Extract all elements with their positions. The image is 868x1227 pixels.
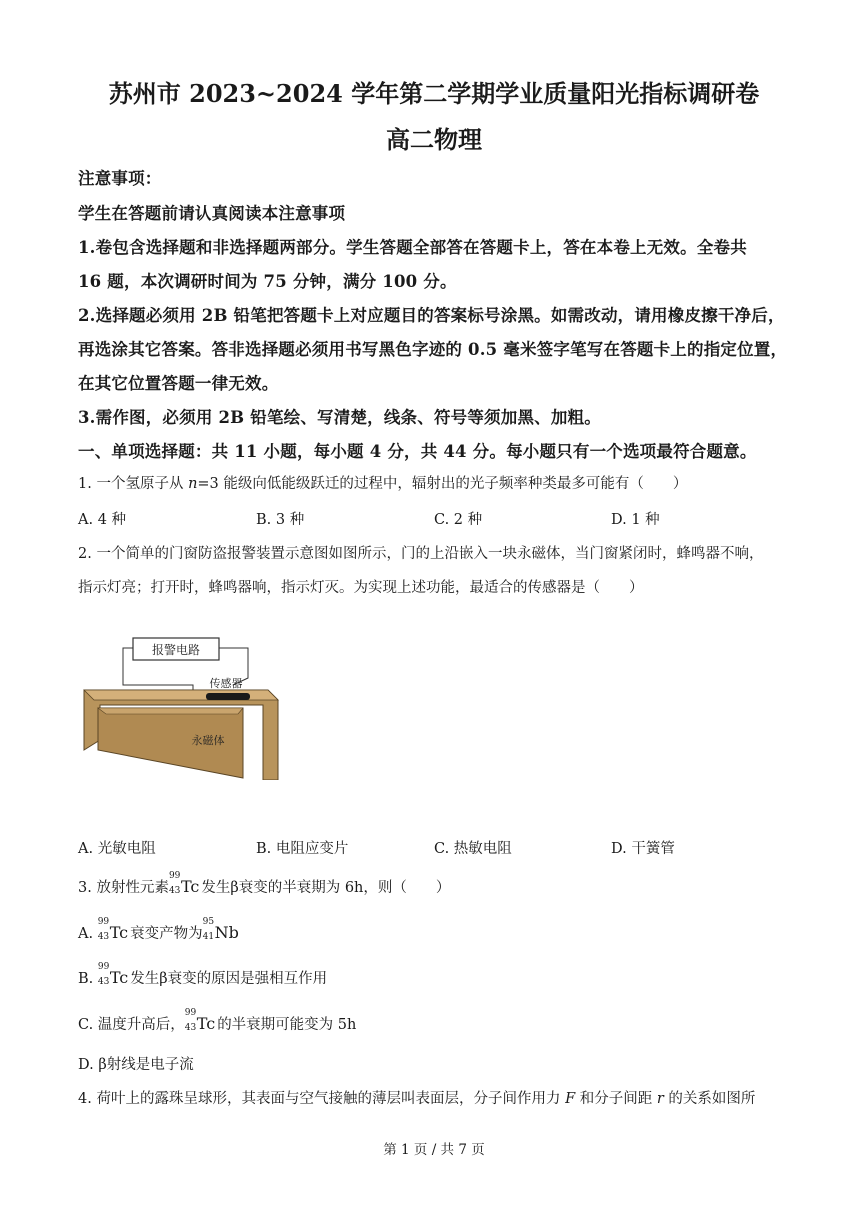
tc-nuclide: 99 43 Tc <box>97 917 129 942</box>
q2-option-d: D. 干簧管 <box>611 841 675 857</box>
q1-option-a: A. 4 种 <box>78 512 127 528</box>
magnet-label: 永磁体 <box>191 735 225 747</box>
q2-option-b: B. 电阻应变片 <box>256 841 349 857</box>
q3-option-d: D. β射线是电子流 <box>78 1057 194 1073</box>
q4-var-F: F <box>565 1091 576 1107</box>
notice-item-1a: 1.卷包含选择题和非选择题两部分。学生答题全部答在答题卡上，答在本卷上无效。全卷共 <box>78 238 747 257</box>
notice-item-2a: 2.选择题必须用 2B 铅笔把答题卡上对应题目的答案标号涂黑。如需改动，请用橡皮擦干净后， <box>78 306 785 325</box>
question-2-stem-line2: 指示灯亮；打开时，蜂鸣器响，指示灯灭。为实现上述功能，最适合的传感器是（ ） <box>78 580 644 596</box>
tc-nuclide: 99 43 Tc <box>168 871 200 896</box>
q2-option-a: A. 光敏电阻 <box>78 841 156 857</box>
page-footer: 第 1 页 / 共 7 页 <box>383 1142 485 1158</box>
q1-option-c: C. 2 种 <box>434 512 483 528</box>
notice-heading: 注意事项： <box>78 169 162 188</box>
section-1-heading: 一、单项选择题：共 11 小题，每小题 4 分，共 44 分。每小题只有一个选项最符合题意。 <box>78 442 757 461</box>
tc-nuclide: 99 43 Tc <box>97 962 129 987</box>
nb-nuclide: 95 41 Nb <box>202 917 239 942</box>
question-1-stem: 1. 一个氢原子从 n=3 能级向低能级跃迁的过程中，辐射出的光子频率种类最多可能有（ ） <box>78 476 688 492</box>
tc-nuclide: 99 43 Tc <box>184 1008 216 1033</box>
question-3-stem: 3. 放射性元素 99 43 Tc 发生β衰变的半衰期为 6h，则（ ） <box>78 871 451 896</box>
sensor-element <box>206 693 250 700</box>
q3-option-c: C. 温度升高后， 99 43 Tc 的半衰期可能变为 5h <box>78 1008 357 1033</box>
sensor-label: 传感器 <box>209 678 243 690</box>
q3-option-b: B. 99 43 Tc 发生β衰变的原因是强相互作用 <box>78 962 328 987</box>
notice-item-3: 3.需作图，必须用 2B 铅笔绘、写清楚，线条、符号等须加黑、加粗。 <box>78 408 601 427</box>
q1-option-d: D. 1 种 <box>611 512 660 528</box>
q3-option-a: A. 99 43 Tc 衰变产物为 95 41 Nb <box>78 917 239 942</box>
door-alarm-figure <box>78 630 283 780</box>
q1-option-b: B. 3 种 <box>256 512 305 528</box>
alarm-circuit-label: 报警电路 <box>151 643 201 657</box>
q2-option-c: C. 热敏电阻 <box>434 841 512 857</box>
q1-var-n: n <box>188 476 198 492</box>
door-panel-top <box>98 708 243 714</box>
notice-item-2b: 再选涂其它答案。答非选择题必须用书写黑色字迹的 0.5 毫米签字笔写在答题卡上的指定位置， <box>78 340 788 359</box>
paper-subtitle: 高二物理 <box>386 125 482 154</box>
q4-var-r: r <box>656 1091 664 1107</box>
paper-title: 苏州市 2023~2024 学年第二学期学业质量阳光指标调研卷 <box>108 79 760 108</box>
question-4-stem: 4. 荷叶上的露珠呈球形，其表面与空气接触的薄层叫表面层，分子间作用力 F 和分子间距 r 的关系如图所 <box>78 1091 756 1107</box>
notice-line-0: 学生在答题前请认真阅读本注意事项 <box>78 204 346 223</box>
notice-item-1b: 16 题，本次调研时间为 75 分钟，满分 100 分。 <box>78 272 457 291</box>
notice-item-2c: 在其它位置答题一律无效。 <box>78 374 279 393</box>
question-2-stem-line1: 2. 一个简单的门窗防盗报警装置示意图如图所示，门的上沿嵌入一块永磁体，当门窗紧闭时，蜂鸣器不响， <box>78 546 764 562</box>
